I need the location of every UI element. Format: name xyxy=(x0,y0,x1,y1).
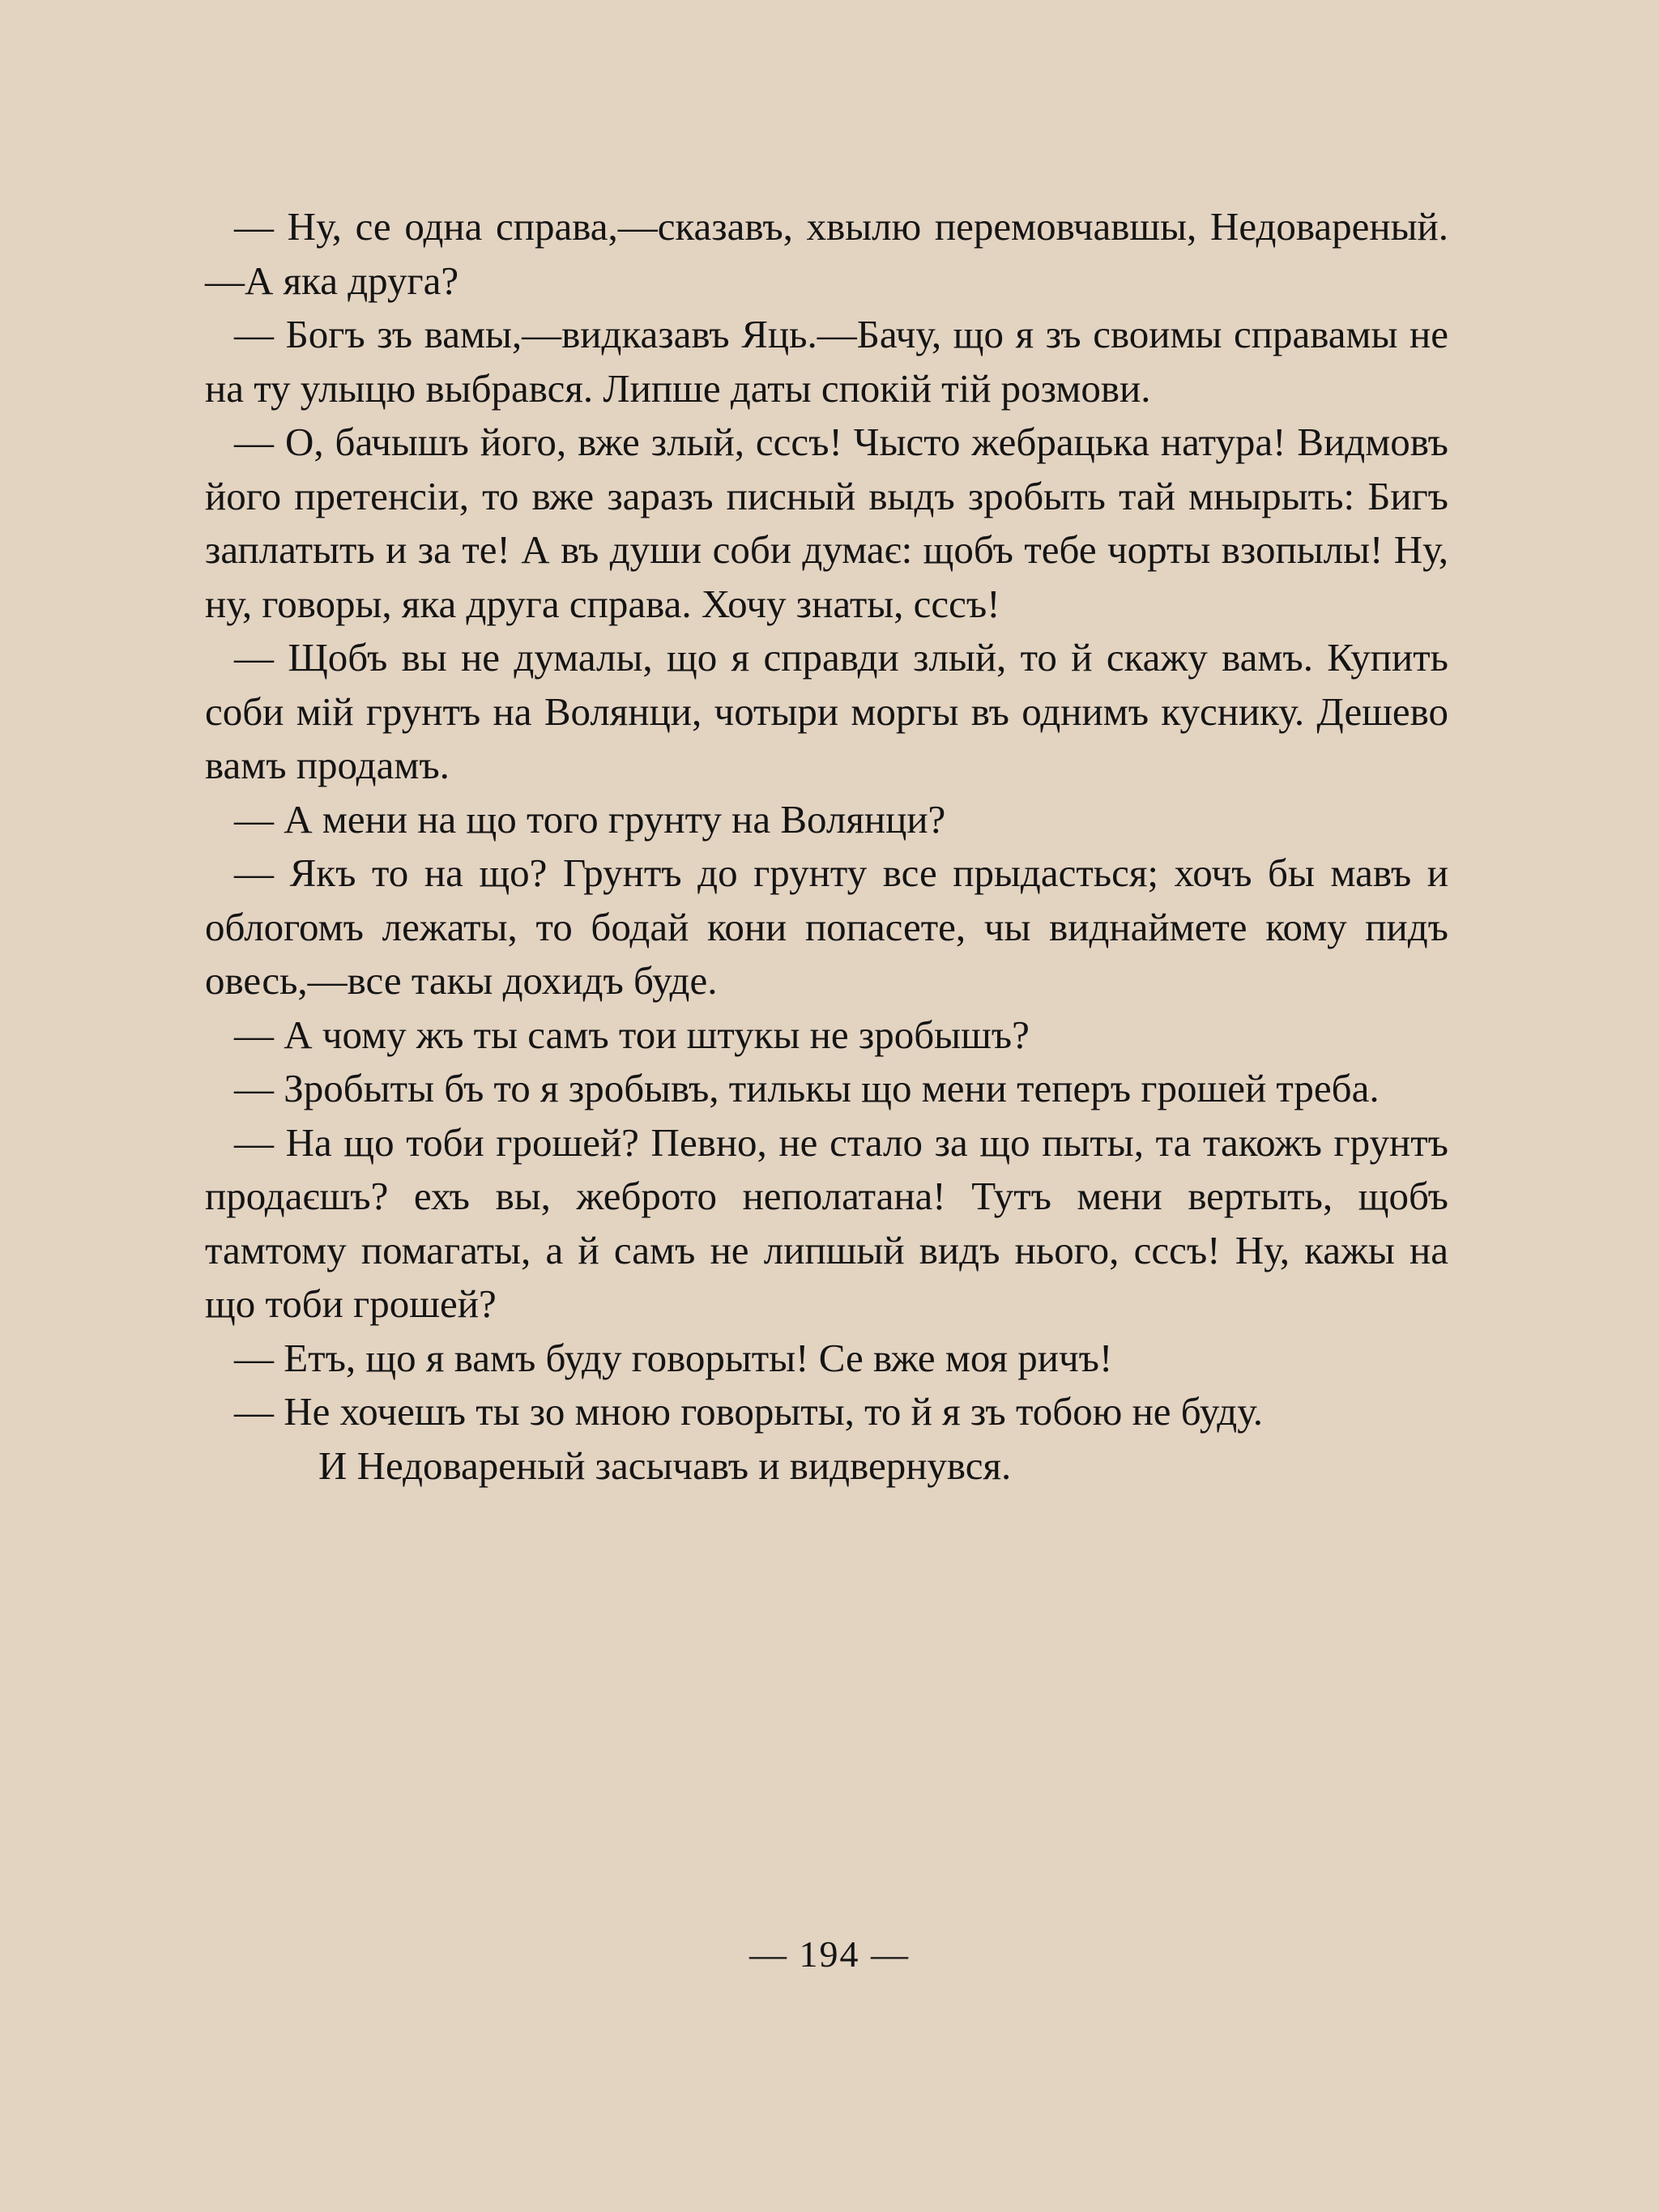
paragraph: — Щобъ вы не думалы, що я справди злый, то й скажу вамъ. Купить соби мій грунтъ на Волянци, чотыри моргы въ однимъ куснику. Дешево вамъ продамъ. xyxy=(205,635,1448,787)
paragraph: — А мени на що того грунту на Волянци? xyxy=(234,796,946,842)
paragraph: — Зробыты бъ то я зробывъ, тилькы що мени теперъ грошей треба. xyxy=(234,1066,1380,1110)
paragraph: — Не хочешъ ты зо мною говорыты, то й я зъ тобою не буду. xyxy=(234,1389,1264,1434)
paragraph: — Богъ зъ вамы,—видказавъ Яць.—Бачу, що я зъ своимы справамы не на ту улыцю выбрався. Липше даты спокій тій розмови. xyxy=(205,312,1448,411)
paragraph: — А чому жъ ты самъ тои штукы не зробышъ? xyxy=(234,1012,1030,1057)
paragraph: — Ну, се одна справа,—сказавъ, хвылю перемовчавшы, Недовареный.—А яка друга? xyxy=(205,204,1448,303)
paragraph: И Недовареный засычавъ и видвернувся. xyxy=(318,1443,1012,1488)
paragraph: — На що тоби грошей? Певно, не стало за що пыты, та такожъ грунтъ продаєшъ? ехъ вы, жеброто неполатана! Тутъ мени вертыть, щобъ тамтому помагаты, а й самъ не липшый видъ нього, сссъ! Ну, кажы на що тоби грошей? xyxy=(205,1119,1448,1326)
paragraph: — О, бачышъ його, вже злый, сссъ! Чысто жебрацька натура! Видмовъ його претенсіи, то вже заразъ писный выдъ зробыть тай мнырыть: Бигъ заплатыть и за те! А въ души соби думає: щобъ тебе чорты взопылы! Ну, ну, говоры, яка друга справа. Хочу знаты, сссъ! xyxy=(205,420,1448,626)
paragraph: — Етъ, що я вамъ буду говорыты! Се вже моя ричъ! xyxy=(234,1335,1113,1380)
page-text xyxy=(205,200,1448,1493)
page-number: — 194 — xyxy=(749,1933,910,1975)
paragraph: — Якъ то на що? Грунтъ до грунту все прыдасться; хочъ бы мавъ и облогомъ лежаты, то бодай кони попасете, чы виднаймете кому пидъ овесь,—все такы дохидъ буде. xyxy=(205,850,1448,1003)
